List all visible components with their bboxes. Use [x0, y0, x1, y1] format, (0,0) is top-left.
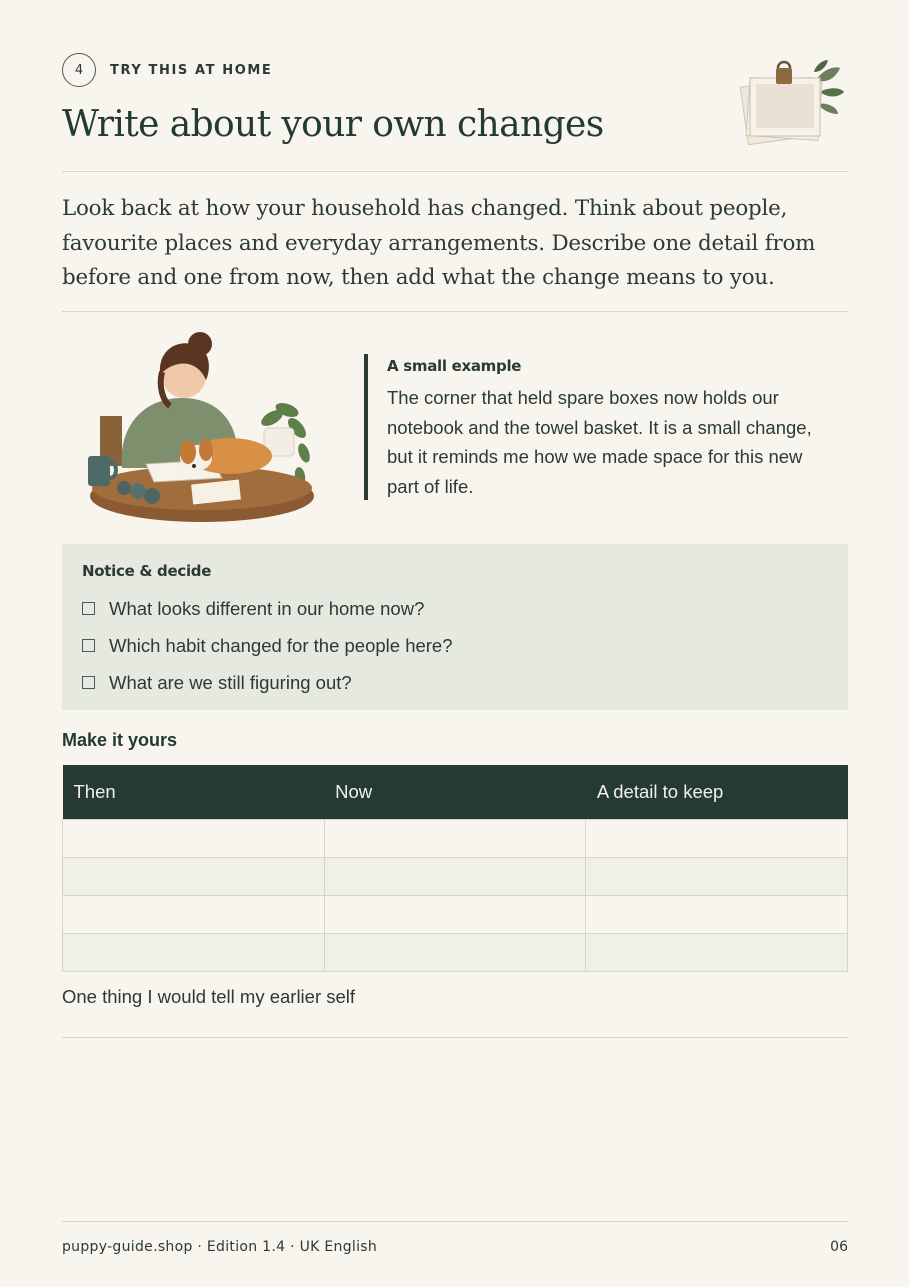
- column-header-now: Now: [324, 765, 586, 819]
- table-cell[interactable]: [324, 895, 586, 933]
- table-cell[interactable]: [324, 857, 586, 895]
- example-quote: [364, 354, 834, 500]
- example-heading: A small example: [387, 357, 522, 375]
- table-row: [63, 895, 848, 933]
- reflection-prompt: One thing I would tell my earlier self: [62, 986, 356, 1007]
- page-title: Write about your own changes: [62, 104, 604, 145]
- table-row: [63, 857, 848, 895]
- checkbox[interactable]: [82, 639, 95, 652]
- table-cell[interactable]: [586, 819, 848, 857]
- table-row: [63, 819, 848, 857]
- checklist-item[interactable]: [82, 664, 828, 701]
- column-header-detail: A detail to keep: [586, 765, 848, 819]
- worksheet-table: [62, 765, 848, 972]
- worksheet-heading: Make it yours: [62, 730, 178, 750]
- step-number-badge: 4: [62, 53, 96, 87]
- example-body: The corner that held spare boxes now holds our notebook and the towel basket. It is a small change, but it reminds me how we made space for this new part of life.: [387, 387, 812, 497]
- checklist-item-label: What are we still figuring out?: [109, 671, 352, 693]
- photo-clip-leaves-icon: [738, 58, 848, 150]
- woman-writing-with-puppy-illustration: [82, 328, 340, 528]
- table-header-row: [63, 765, 848, 819]
- page-number: 06: [830, 1239, 848, 1255]
- table-cell[interactable]: [586, 933, 848, 971]
- table-cell[interactable]: [63, 819, 325, 857]
- table-cell[interactable]: [324, 819, 586, 857]
- column-header-then: Then: [63, 765, 325, 819]
- step-label: TRY THIS AT HOME: [110, 62, 273, 78]
- table-cell[interactable]: [63, 895, 325, 933]
- notice-box: [62, 544, 848, 710]
- divider: [62, 311, 848, 312]
- footer-source: puppy-guide.shop · Edition 1.4 · UK English: [62, 1239, 378, 1255]
- footer-divider: [62, 1221, 848, 1222]
- writing-line[interactable]: [62, 1037, 848, 1038]
- table-cell[interactable]: [324, 933, 586, 971]
- notice-heading: Notice & decide: [82, 562, 212, 580]
- divider: [62, 171, 848, 172]
- table-cell[interactable]: [63, 933, 325, 971]
- checkbox[interactable]: [82, 676, 95, 689]
- worksheet-page: [62, 0, 848, 1287]
- step-indicator: [62, 53, 272, 87]
- checklist-item-label: What looks different in our home now?: [109, 597, 425, 619]
- table-cell[interactable]: [586, 857, 848, 895]
- intro-paragraph: Look back at how your household has changed. Think about people, favourite places and everyday arrangements. Describe one detail from before and one from now, then add what the change means to you.: [62, 196, 816, 290]
- checklist: [82, 590, 828, 701]
- checklist-item[interactable]: [82, 627, 828, 664]
- checklist-item-label: Which habit changed for the people here?: [109, 634, 453, 656]
- table-cell[interactable]: [63, 857, 325, 895]
- checklist-item[interactable]: [82, 590, 828, 627]
- table-row: [63, 933, 848, 971]
- checkbox[interactable]: [82, 602, 95, 615]
- table-cell[interactable]: [586, 895, 848, 933]
